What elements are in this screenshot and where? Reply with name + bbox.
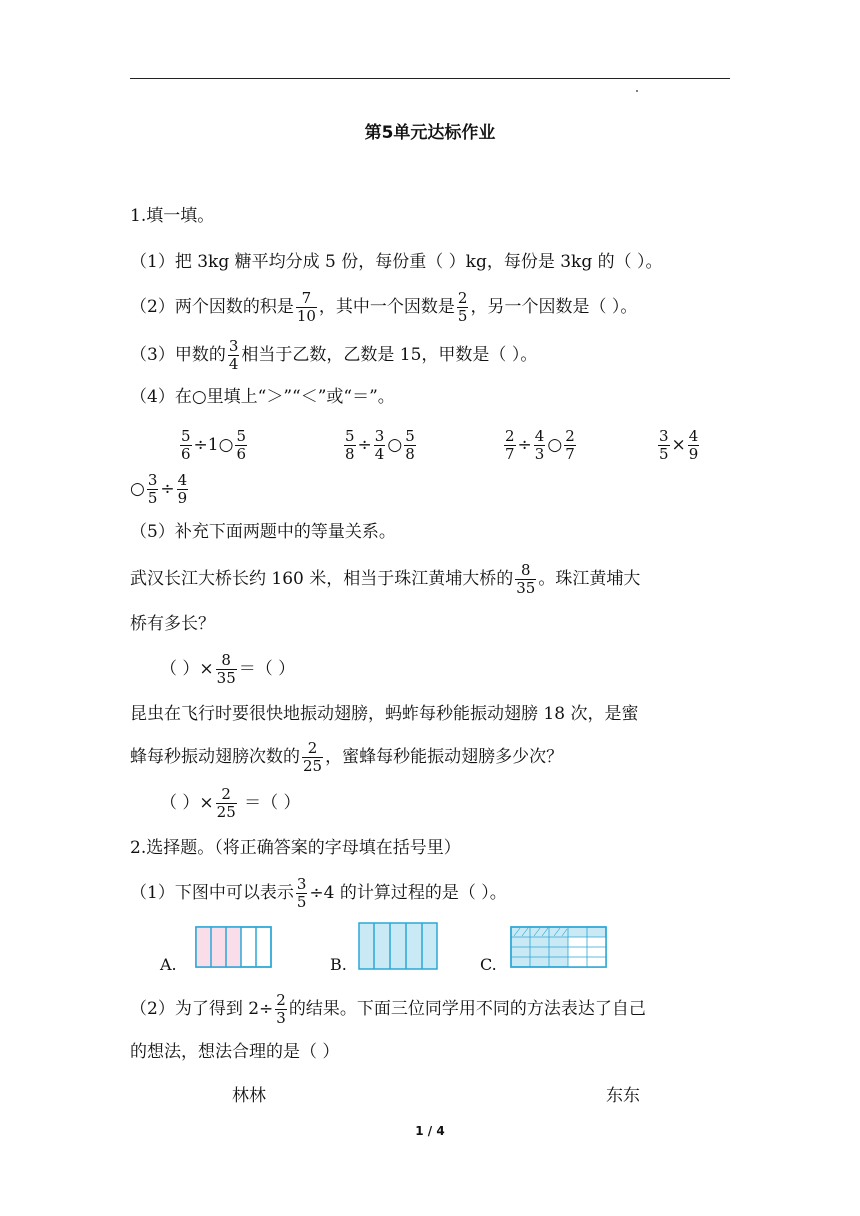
fraction: $\frac{5}{8}$ (345, 427, 355, 463)
text: 蜂每秒振动翅膀次数的 (130, 747, 300, 767)
q1-s5: （5）补充下面两题中的等量关系。 (130, 522, 396, 542)
compare-4-cont (130, 472, 190, 507)
fraction: $\frac{2}{7}$ (565, 427, 575, 463)
option-b-label: B. (330, 955, 347, 974)
text: ○ (547, 435, 563, 455)
text: （2）为了得到 2÷ (130, 999, 274, 1019)
text: 的结果。下面三位同学用不同的方法表达了自己 (288, 999, 646, 1019)
option-c-label: C. (480, 955, 497, 974)
text: 武汉长江大桥长约 160 米，相当于珠江黄埔大桥的 (130, 569, 514, 589)
fraction: $\frac{5}{8}$ (405, 427, 415, 463)
text: ○ (387, 435, 403, 455)
q2-heading: 2.选择题。（将正确答案的字母填在括号里） (130, 838, 461, 858)
fraction: $\frac{3}{5}$ (659, 427, 669, 463)
fraction: $\frac{2}{3}$ (276, 991, 286, 1027)
figure-c (510, 926, 610, 970)
fraction: $\frac{4}{9}$ (177, 471, 188, 507)
text: 。珠江黄埔大 (538, 569, 641, 589)
compare-4 (656, 428, 701, 463)
fraction: $\frac{3}{5}$ (296, 875, 307, 911)
text: ÷ (517, 435, 532, 455)
text: ÷ (160, 479, 175, 499)
fraction: $\frac{2}{25}$ (303, 739, 323, 775)
fraction: $\frac{5}{6}$ (181, 427, 191, 463)
q2-s1 (130, 876, 507, 911)
fraction: $\frac{3}{4}$ (374, 427, 385, 463)
header-dot (636, 90, 638, 92)
equation-2 (160, 786, 301, 821)
fraction: $\frac{2}{5}$ (457, 289, 468, 325)
text: ，蜜蜂每秒能振动翅膀多少次？ (325, 747, 564, 767)
text: （ ）× (160, 659, 214, 679)
fraction: $\frac{3}{4}$ (228, 337, 239, 373)
text: ，另一个因数是（ ）。 (470, 297, 638, 317)
q1-heading: 1.填一填。 (130, 206, 215, 226)
fraction: $\frac{4}{3}$ (534, 427, 545, 463)
figure-b (358, 922, 440, 972)
q1-s1: （1）把 3kg 糖平均分成 5 份，每份重（ ）kg，每份是 3kg 的（ ）。 (130, 252, 663, 272)
text: ÷ (357, 435, 372, 455)
fraction: $\frac{2}{7}$ (505, 427, 515, 463)
q1-s4: （4）在○里填上“＞”“＜”或“＝”。 (130, 387, 395, 407)
text: ，其中一个因数是 (318, 297, 455, 317)
fraction: $\frac{3}{5}$ (147, 471, 158, 507)
option-a-label: A. (160, 955, 177, 974)
text: （2）两个因数的积是 (130, 297, 294, 317)
figure-a (195, 926, 275, 970)
compare-3 (502, 428, 578, 463)
q2-s2 (130, 992, 646, 1027)
page-number: 1 / 4 (415, 1124, 445, 1138)
fraction: $\frac{8}{35}$ (216, 651, 236, 687)
fraction: $\frac{2}{25}$ (216, 785, 236, 821)
fraction: $\frac{5}{6}$ (236, 427, 246, 463)
text: ○ (130, 479, 145, 499)
compare-2 (342, 428, 418, 463)
header-rule (130, 78, 730, 79)
q1-s2 (130, 290, 637, 325)
compare-1 (178, 428, 249, 463)
equation-1 (160, 652, 295, 687)
problem-1-line1 (130, 562, 640, 597)
student-name-dong: 东东 (606, 1086, 640, 1106)
text: ＝（ ） (238, 659, 296, 679)
text: ÷4 的计算过程的是（ ）。 (309, 883, 507, 903)
q2-s2-line2: 的想法，想法合理的是（ ） (130, 1042, 340, 1062)
page-title: 第5单元达标作业 (364, 123, 496, 143)
problem-2-line1: 昆虫在飞行时要很快地振动翅膀，蚂蚱每秒能振动翅膀 18 次，是蜜 (130, 704, 639, 724)
problem-2-line2 (130, 740, 563, 775)
text: ＝（ ） (238, 793, 301, 813)
q1-s3 (130, 338, 537, 373)
fraction: $\frac{8}{35}$ (516, 561, 536, 597)
text: × (671, 435, 686, 455)
text: ÷1○ (193, 435, 234, 455)
text: （1）下图中可以表示 (130, 883, 294, 903)
fraction: $\frac{7}{10}$ (296, 289, 316, 325)
problem-1-line2: 桥有多长？ (130, 614, 215, 634)
text: （ ）× (160, 793, 214, 813)
text: 相当于乙数，乙数是 15，甲数是（ ）。 (241, 345, 538, 365)
text: （3）甲数的 (130, 345, 226, 365)
student-name-lin: 林林 (232, 1086, 266, 1106)
fraction: $\frac{4}{9}$ (688, 427, 699, 463)
